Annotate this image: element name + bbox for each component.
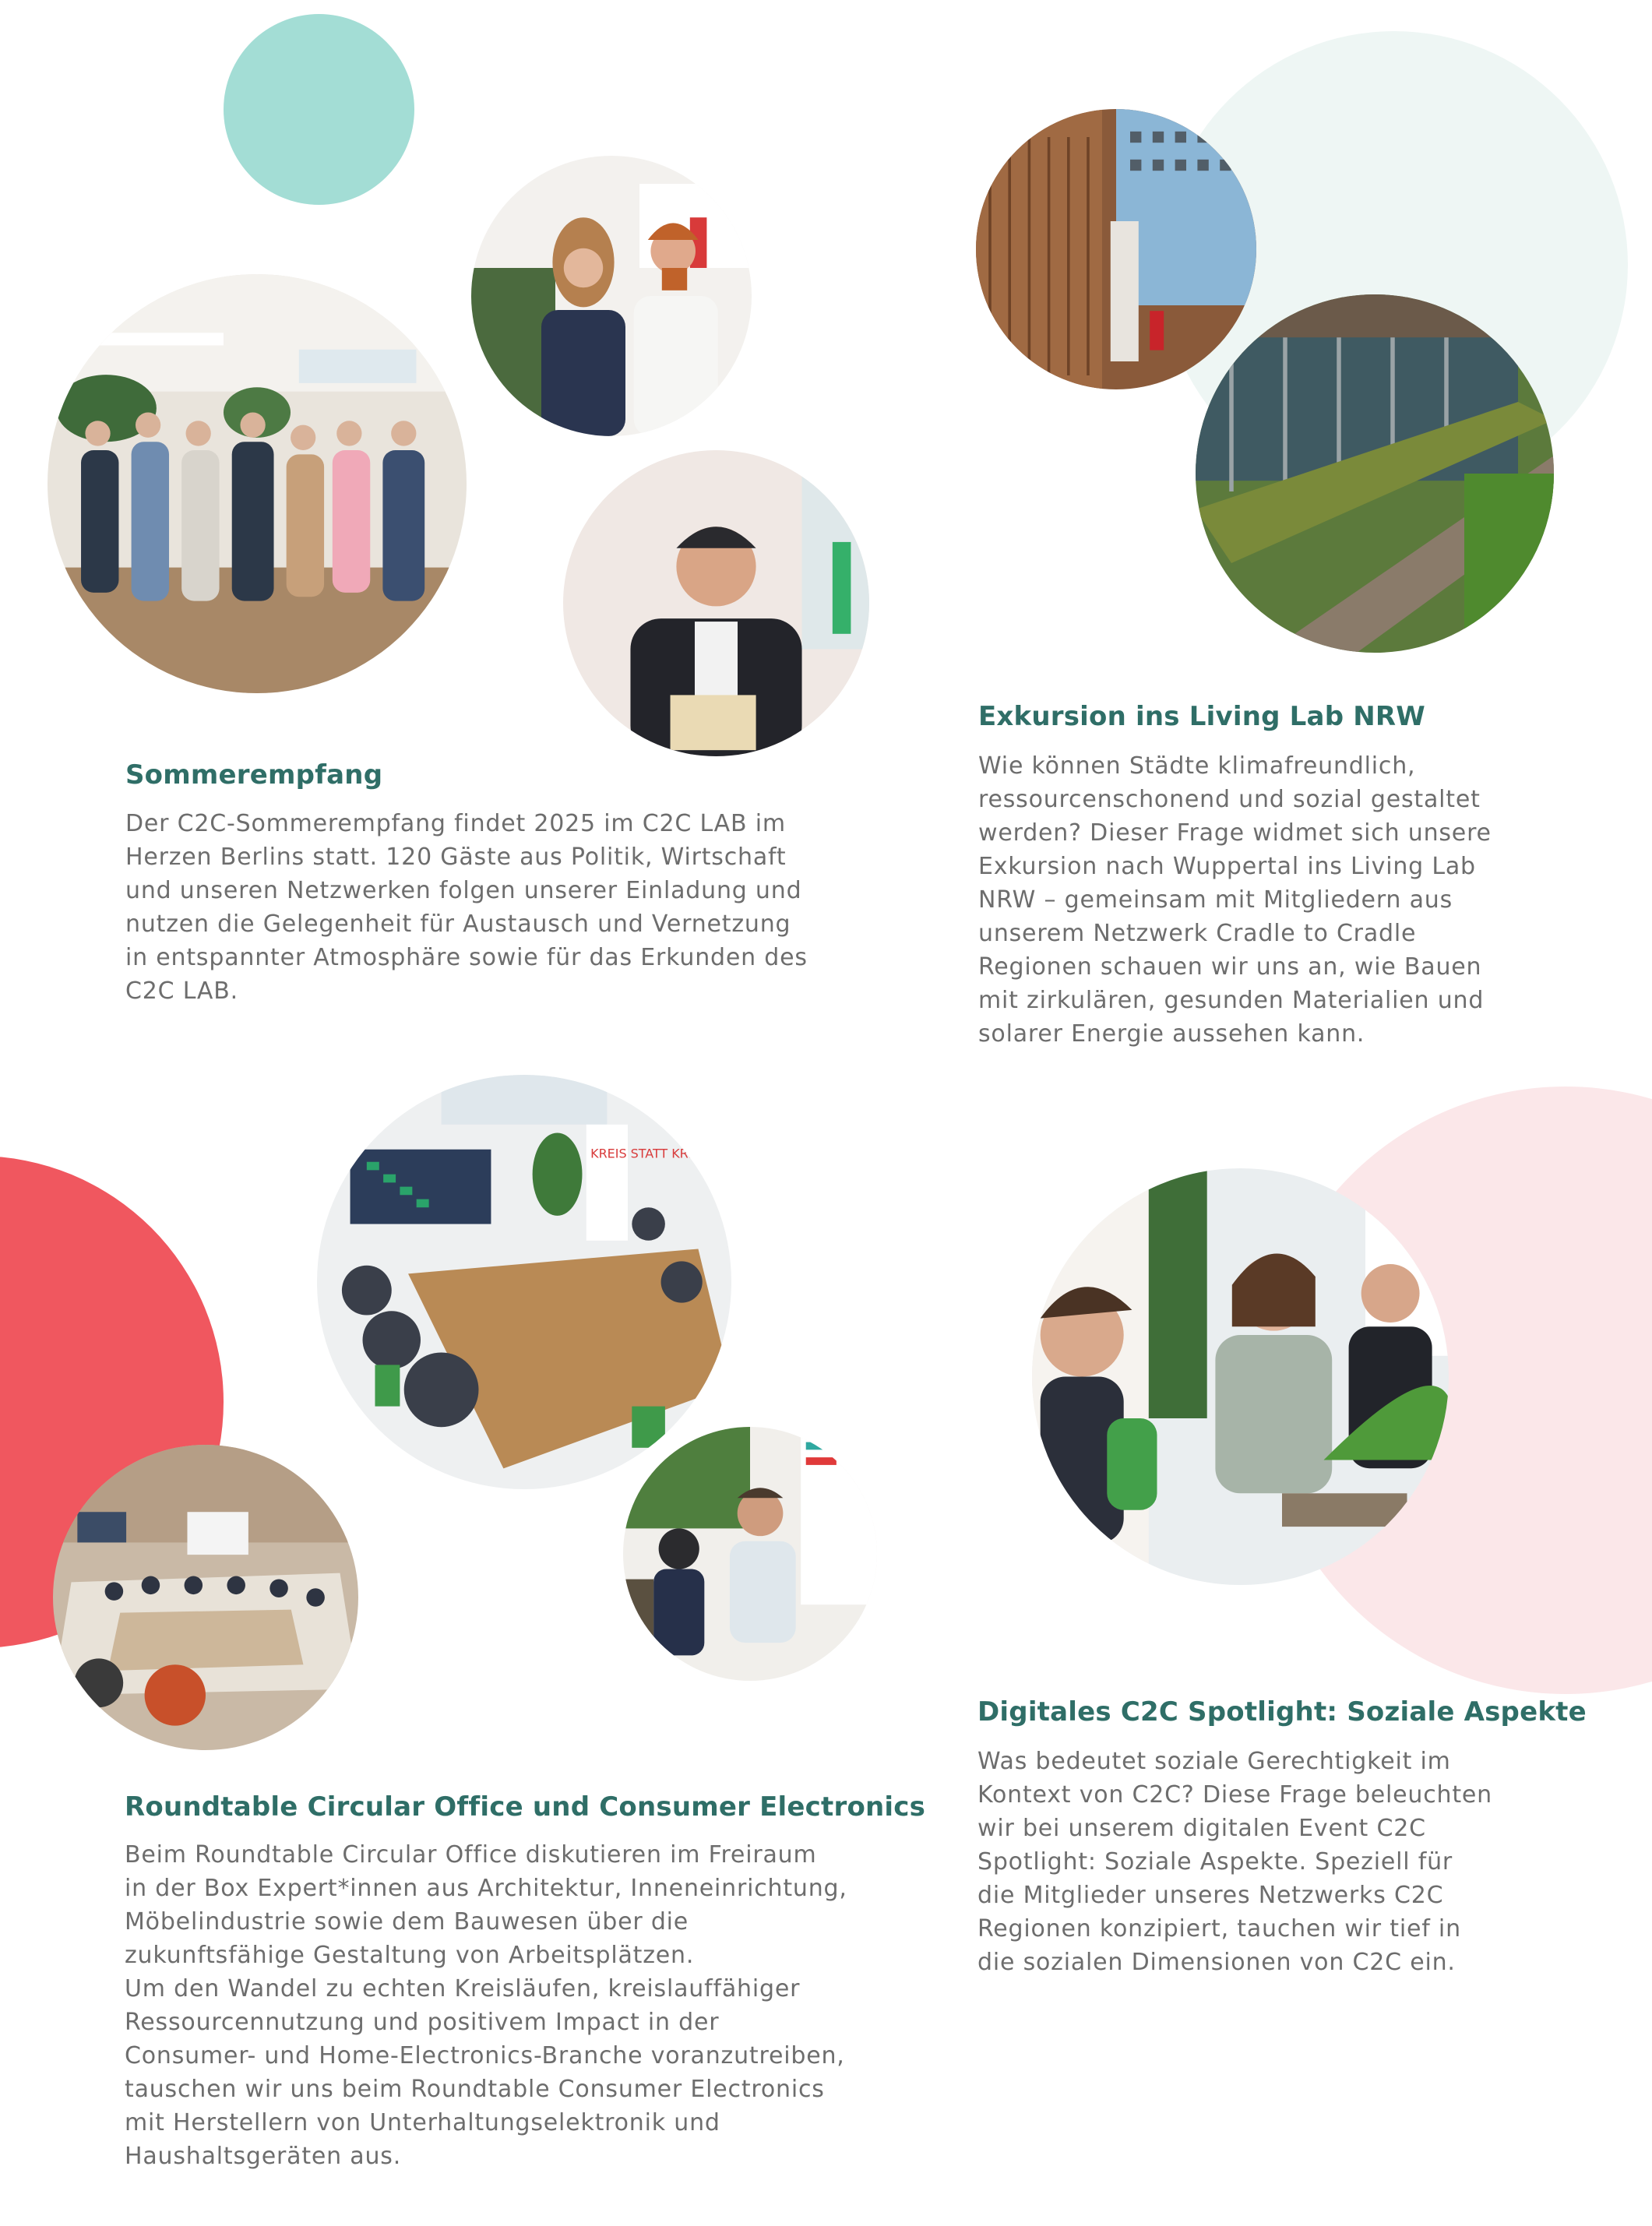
photo-roundtable-office bbox=[317, 1075, 731, 1489]
heading-living-lab: Exkursion ins Living Lab NRW bbox=[978, 701, 1426, 732]
photo-spotlight-team bbox=[1032, 1168, 1449, 1585]
text-roundtable: Beim Roundtable Circular Office diskutieren im Freiraum in der Box Expert*innen aus Architektur, Inneneinrichtung, Möbelindustrie sowie dem Bauwesen über die zukunftsfähige Gestaltung von Arbeitsplätzen. Um den Wandel zu echten Kreisläufen, kreislauffähiger Ressourcennutzung und positivem Impact in der Consumer- und Home-Electronics-Branche voranzutreiben, tauschen wir uns beim Roundtable Consumer Electronics mit Herstellern von Unterhaltungselektronik und Haushaltsgeräten aus. bbox=[125, 1841, 847, 2170]
heading-roundtable: Roundtable Circular Office und Consumer Electronics bbox=[125, 1791, 926, 1823]
kreis-statt-krise-sign: KREIS STATT KRISE bbox=[590, 1146, 708, 1161]
photo-summer-reception-crowd bbox=[48, 274, 467, 693]
text-spotlight: Was bedeutet soziale Gerechtigkeit im Kontext von C2C? Diese Frage beleuchten wir bei unserem digitalen Event C2C Spotlight: Soziale Aspekte. Speziell für die Mitglieder unseres Netzwerks C2C Regionen konzipiert, tauchen wir tief in die sozialen Dimensionen von C2C ein. bbox=[977, 1748, 1492, 1976]
text-sommerempfang: Der C2C-Sommerempfang findet 2025 im C2C LAB im Herzen Berlins statt. 120 Gäste aus Politik, Wirtschaft und unseren Netzwerken folgen unserer Einladung und nutzen die Gelegenheit für Austausch und Vernetzung in entspannter Atmosphäre sowie für das Erkunden des C2C LAB. bbox=[125, 810, 808, 1005]
photo-roundtable-electronics bbox=[623, 1427, 877, 1681]
photo-summer-reception-host bbox=[563, 450, 869, 756]
photo-summer-reception-speakers bbox=[471, 156, 752, 436]
heading-sommerempfang: Sommerempfang bbox=[125, 759, 383, 791]
heading-spotlight: Digitales C2C Spotlight: Soziale Aspekte bbox=[977, 1696, 1587, 1728]
decorative-teal-circle bbox=[224, 14, 414, 205]
text-living-lab: Wie können Städte klimafreundlich, ressourcenschonend und sozial gestaltet werden? Dieser Frage widmet sich unsere Exkursion nach Wuppertal ins Living Lab NRW – gemeinsam mit Mitgliedern aus unserem Netzwerk Cradle to Cradle Regionen schauen wir uns an, wie Bauen mit zirkulären, gesunden Materialien und solarer Energie aussehen kann. bbox=[978, 752, 1492, 1048]
photo-living-lab-atrium bbox=[976, 109, 1256, 389]
photo-roundtable-freiraum bbox=[53, 1445, 358, 1750]
photo-living-lab-pond bbox=[1196, 294, 1554, 653]
